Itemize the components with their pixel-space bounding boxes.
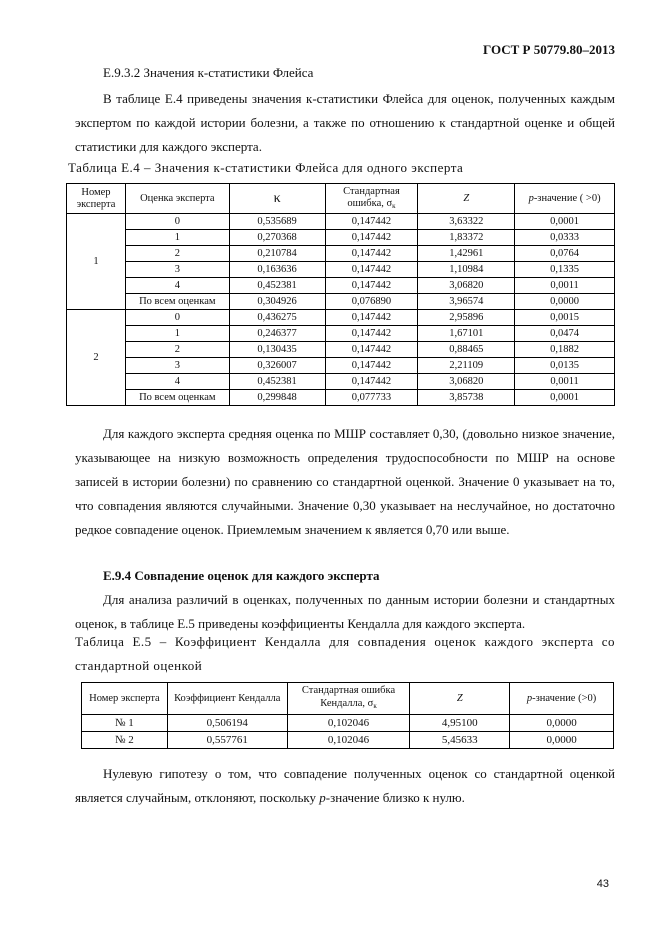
table-cell: 1,83372 (418, 230, 515, 246)
table-cell: 0,0764 (515, 246, 615, 262)
table-row (67, 326, 615, 342)
table-cell: 0,304926 (229, 294, 325, 310)
section-heading-e932: Е.9.3.2 Значения к-статистики Флейса (103, 65, 314, 80)
table-cell: 4,95100 (410, 715, 510, 732)
table-e4-header-kappa: κ (229, 184, 325, 214)
table-cell: По всем оценкам (125, 294, 229, 310)
section-heading-e94: Е.9.4 Совпадение оценок для каждого эксперта (103, 568, 380, 583)
table-cell: 3,85738 (418, 390, 515, 406)
table-e4-header-p: p-значение ( >0) (515, 184, 615, 214)
table-row (67, 310, 615, 326)
table-cell: 0,246377 (229, 326, 325, 342)
page-number: 43 (596, 878, 609, 890)
table-row (67, 214, 615, 230)
table-cell: 0,452381 (229, 278, 325, 294)
table-e5-header-row (82, 683, 614, 715)
table-row (82, 732, 614, 749)
table-cell: 0,147442 (325, 246, 418, 262)
table-cell: 1 (125, 230, 229, 246)
table-cell: 0,147442 (325, 326, 418, 342)
table-cell: 0,130435 (229, 342, 325, 358)
table-cell: 1,42961 (418, 246, 515, 262)
table-cell: 0,0000 (515, 294, 615, 310)
table-cell: 2,21109 (418, 358, 515, 374)
table-row (67, 294, 615, 310)
table-cell: 0,0015 (515, 310, 615, 326)
table-e5-header-expert: Номер эксперта (82, 683, 168, 715)
table-cell: 0,270368 (229, 230, 325, 246)
table-cell: 0,076890 (325, 294, 418, 310)
table-row (67, 374, 615, 390)
table-row (67, 246, 615, 262)
table-cell: 0,0011 (515, 374, 615, 390)
table-e5-caption-line2: стандартной оценкой (75, 658, 203, 673)
table-e5-body (82, 715, 614, 749)
table-cell: 0,163636 (229, 262, 325, 278)
table-row (67, 230, 615, 246)
table-cell: 0,147442 (325, 342, 418, 358)
table-e4-header-se: Стандартная ошибка, $\sigma_к$ (325, 184, 418, 214)
table-cell: 3,06820 (418, 278, 515, 294)
table-cell: 0,0011 (515, 278, 615, 294)
table-cell: 3,63322 (418, 214, 515, 230)
table-cell: 0,0001 (515, 214, 615, 230)
table-cell: 2 (125, 342, 229, 358)
paragraph-after-e4: Для каждого эксперта средняя оценка по МШР составляет 0,30, (довольно низкое значение, указывающее на низкую возможность определения трудоспособности по МШР на основе записей в истории болезни) по сравнению со стандартной оценкой. Значение 0 указывает на то, что совпадения являются случайными. Значение 0,30 указывает на неслучайное, но достаточно редкое совпадение оценок. Приемлемым значением к является 0,70 или выше. (75, 426, 615, 537)
table-e4-header-rating: Оценка эксперта (125, 184, 229, 214)
table-cell: 0,88465 (418, 342, 515, 358)
table-cell: 0,0000 (510, 715, 614, 732)
table-cell: 0,535689 (229, 214, 325, 230)
table-cell: 1,67101 (418, 326, 515, 342)
table-cell: 0,102046 (287, 732, 410, 749)
table-cell: 0,077733 (325, 390, 418, 406)
table-row (67, 390, 615, 406)
paragraph-e932: В таблице Е.4 приведены значения к-статистики Флейса для оценок, полученных каждым экспертом по каждой истории болезни, а также по отношению к стандартной оценке и общей статистики для каждого эксперта. (75, 91, 615, 154)
table-row (82, 715, 614, 732)
table-e4-header-row (67, 184, 615, 214)
document-standard-header: ГОСТ Р 50779.80–2013 (483, 42, 615, 57)
table-cell: 0,147442 (325, 358, 418, 374)
table-cell: 2 (125, 246, 229, 262)
table-e5-header-p: p-значение (>0) (510, 683, 614, 715)
table-cell: 3 (125, 358, 229, 374)
table-row (67, 342, 615, 358)
table-cell: 0,436275 (229, 310, 325, 326)
table-e4-header-expert: Номер эксперта (67, 184, 126, 214)
table-cell: № 1 (82, 715, 168, 732)
table-e4-header-z: Z (418, 184, 515, 214)
table-e5-header-se: Стандартная ошибка Кендалла, $\sigma_к$ (287, 683, 410, 715)
table-cell: 0,557761 (167, 732, 287, 749)
table-cell: 5,45633 (410, 732, 510, 749)
table-cell: 0,147442 (325, 262, 418, 278)
table-cell: 1,10984 (418, 262, 515, 278)
table-cell: 0 (125, 214, 229, 230)
table-cell: 0,0474 (515, 326, 615, 342)
table-cell: 0,147442 (325, 278, 418, 294)
table-cell: 0,506194 (167, 715, 287, 732)
table-cell: 0,102046 (287, 715, 410, 732)
table-row (67, 278, 615, 294)
table-cell: 0 (125, 310, 229, 326)
table-e5 (81, 682, 614, 749)
table-cell: 3,96574 (418, 294, 515, 310)
table-cell: 0,147442 (325, 230, 418, 246)
table-row (67, 358, 615, 374)
table-cell: 0,0333 (515, 230, 615, 246)
table-cell: 2,95896 (418, 310, 515, 326)
paragraph-e94: Для анализа различий в оценках, полученных по данным истории болезни и стандартных оценок, в таблице Е.5 приведены коэффициенты Кендалла для каждого эксперта. (75, 592, 615, 631)
table-cell: 4 (125, 278, 229, 294)
table-cell: 0,0001 (515, 390, 615, 406)
table-cell: 0,326007 (229, 358, 325, 374)
table-e4-body (67, 214, 615, 406)
table-cell: 0,299848 (229, 390, 325, 406)
table-cell: 0,452381 (229, 374, 325, 390)
table-e5-caption-line1: Таблица Е.5 – Коэффициент Кендалла для совпадения оценок каждого эксперта со (75, 634, 615, 649)
table-cell: 3,06820 (418, 374, 515, 390)
table-cell: 0,147442 (325, 310, 418, 326)
table-cell: 0,147442 (325, 214, 418, 230)
table-e4-caption: Таблица Е.4 – Значения к-статистики Флейса для одного эксперта (68, 160, 464, 175)
paragraph-final: Нулевую гипотезу о том, что совпадение полученных оценок со стандартной оценкой является случайным, отклоняют, поскольку p-значение близко к нулю. (75, 766, 615, 805)
table-e5-header-z: Z (410, 683, 510, 715)
table-cell: 0,0000 (510, 732, 614, 749)
table-cell: 0,147442 (325, 374, 418, 390)
table-cell: 1 (125, 326, 229, 342)
expert-number-cell: 2 (67, 310, 126, 406)
table-cell: 4 (125, 374, 229, 390)
table-cell: 0,0135 (515, 358, 615, 374)
table-e4 (66, 183, 615, 406)
table-cell: 0,1882 (515, 342, 615, 358)
table-cell: № 2 (82, 732, 168, 749)
table-cell: 0,210784 (229, 246, 325, 262)
table-cell: По всем оценкам (125, 390, 229, 406)
expert-number-cell: 1 (67, 214, 126, 310)
table-cell: 0,1335 (515, 262, 615, 278)
table-row (67, 262, 615, 278)
table-e5-header-kendall: Коэффициент Кендалла (167, 683, 287, 715)
table-cell: 3 (125, 262, 229, 278)
